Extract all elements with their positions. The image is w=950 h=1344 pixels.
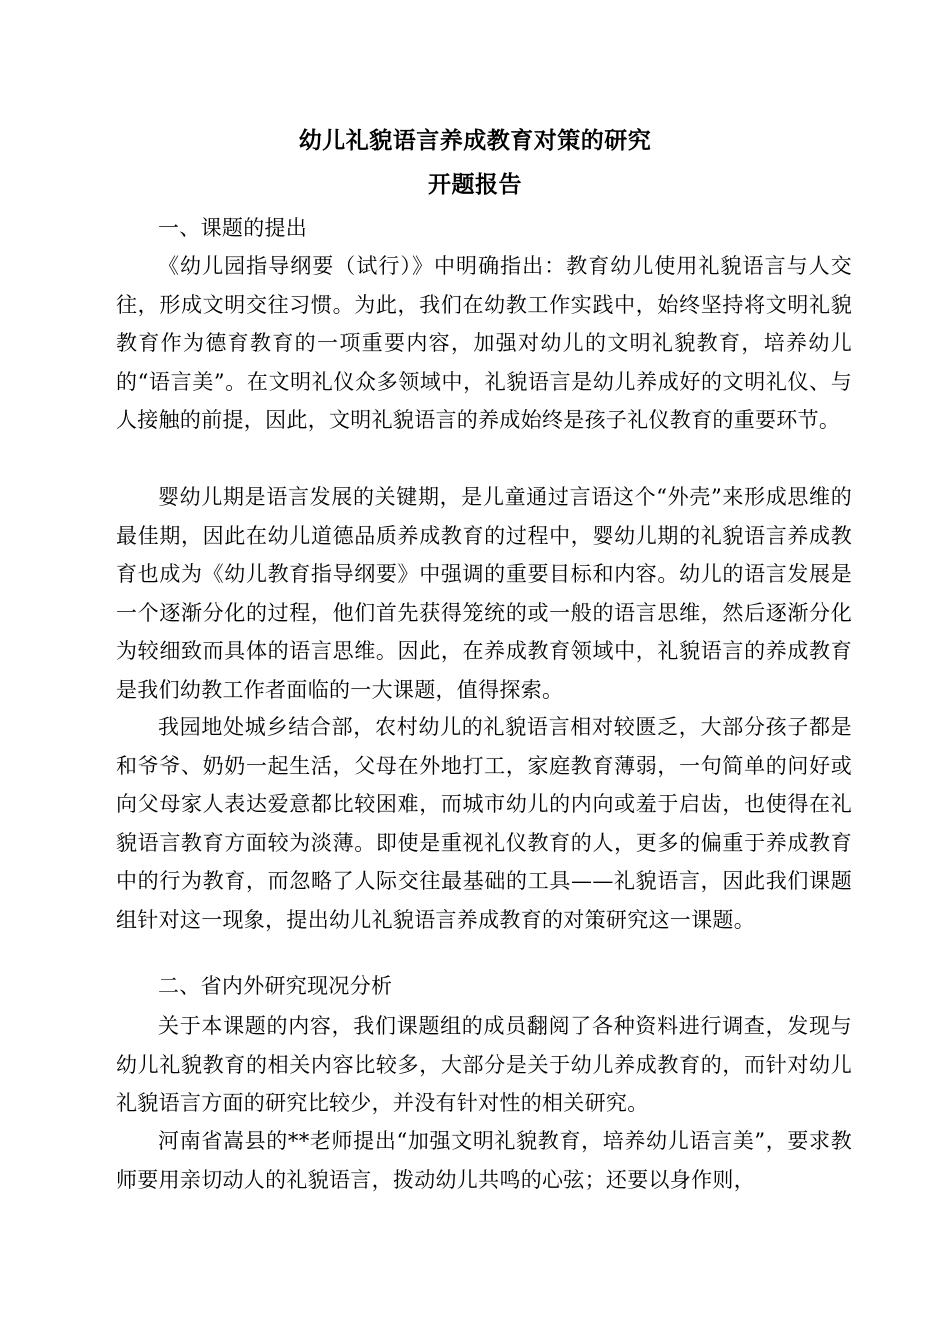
section-2-paragraph-1: 关于本课题的内容，我们课题组的成员翻阅了各种资料进行调查，发现与幼儿礼貌教育的相关内容比较多，大部分是关于幼儿养成教育的，而针对幼儿礼貌语言方面的研究比较少，并没有针对性的相关研究。 — [116, 1014, 852, 1116]
section-1-paragraph-1: 《幼儿园指导纲要（试行）》中明确指出：教育幼儿使用礼貌语言与人交往，形成文明交往习惯。为此，我们在幼教工作实践中，始终坚持将文明礼貌教育作为德育教育的一项重要内容，加强对幼儿的文明礼貌教育，培养幼儿的“语言美”。在文明礼仪众多领域中，礼貌语言是幼儿养成好的文明礼仪、与人接触的前提，因此，文明礼貌语言的养成始终是孩子礼仪教育的重要环节。 — [116, 254, 852, 433]
section-2-heading: 二、省内外研究现况分析 — [158, 974, 393, 998]
document-subtitle: 开题报告 — [428, 171, 522, 198]
section-1-paragraph-3: 我园地处城乡结合部，农村幼儿的礼貌语言相对较匮乏，大部分孩子都是和爷爷、奶奶一起生活，父母在外地打工，家庭教育薄弱，一句简单的问好或向父母家人表达爱意都比较困难，而城市幼儿的内向或羞于启齿，也使得在礼貌语言教育方面较为淡薄。即使是重视礼仪教育的人，更多的偏重于养成教育中的行为教育，而忽略了人际交往最基础的工具——礼貌语言，因此我们课题组针对这一现象，提出幼儿礼貌语言养成教育的对策研究这一课题。 — [116, 715, 852, 932]
section-2-paragraph-2: 河南省嵩县的**老师提出“加强文明礼貌教育，培养幼儿语言美”，要求教师要用亲切动人的礼貌语言，拨动幼儿共鸣的心弦；还要以身作则， — [116, 1129, 852, 1192]
section-1-paragraph-2: 婴幼儿期是语言发展的关键期，是儿童通过言语这个“外壳”来形成思维的最佳期，因此在幼儿道德品质养成教育的过程中，婴幼儿期的礼貌语言养成教育也成为《幼儿教育指导纲要》中强调的重要目标和内容。幼儿的语言发展是一个逐渐分化的过程，他们首先获得笼统的或一般的语言思维，然后逐渐分化为较细致而具体的语言思维。因此，在养成教育领域中，礼貌语言的养成教育是我们幼教工作者面临的一大课题，值得探索。 — [116, 485, 852, 702]
section-1-heading: 一、课题的提出 — [158, 216, 308, 240]
document-title: 幼儿礼貌语言养成教育对策的研究 — [298, 127, 652, 154]
